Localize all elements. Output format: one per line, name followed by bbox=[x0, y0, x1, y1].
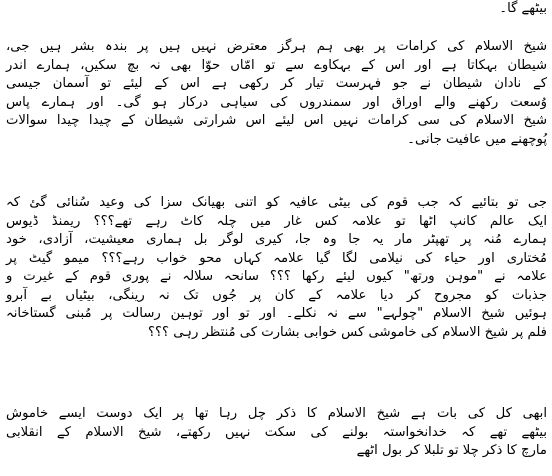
text-line: فلم پر شیخ الاسلام کی خاموشی کس خوابی بشارت کی مُنتظر رہی ؟؟؟ bbox=[148, 324, 547, 340]
text-line: علامہ نے "موہن ورتھ" کیوں لیئے رکھا ؟؟؟ سانحہ سلالہ نے پوری قوم کے غیرت و bbox=[6, 269, 547, 284]
text-line: جذبات کو مجروح کر دیا علامہ کے کان پر جُوں تک نہ رینگی، بیٹیاں بے آبرو bbox=[6, 287, 547, 303]
text-line: ابھی کل کی بات ہے شیخ الاسلام کا ذکر چل رہا تھا پر ایک دوست ایسے خاموش bbox=[6, 406, 547, 421]
text-line: بیٹھے گا۔ bbox=[499, 1, 547, 16]
text-line: ایک عالم کانپ اٹھا تو علامہ کس غار میں چلہ کاٹ رہے تھے؟؟؟ ریمنڈ ڈیوس bbox=[6, 213, 547, 229]
text-line: وُسعت رکھنے والے اوراق اور سمندروں کی سیاہی درکار ہو گی۔ اور ہمارے پاس bbox=[6, 94, 547, 110]
text-line: مارچ کا ذکر چلا تو تلبلا کر بول اٹھے bbox=[356, 443, 547, 458]
paragraph-friend bbox=[6, 405, 547, 461]
text-line: شیطان بہکاتا ہے اور اس کے بہکاوے سے تو امّاں حوّا بھی نہ بچ سکیں، ہمارے اندر bbox=[6, 57, 547, 73]
paragraph-karamat bbox=[6, 38, 547, 149]
text-line: ہوئیں شیخ الاسلام "چولہے" سے نہ نکلے۔ اور تو اور توہین رسالت پر مُبنی گستاخانہ bbox=[6, 306, 547, 321]
text-line: بیٹھے تھے کہ خدانخواستہ بولنے کی سکت نہیں رکھتے، شیخ الاسلام کے انقلابی bbox=[6, 424, 547, 440]
text-line: شیخ الاسلام کی سی کرامات نہیں اس لیئے اس شرارتی شیطان کے چیدا چیدا سوالات bbox=[6, 113, 547, 128]
text-line: ہمارے مُنہ پر تھپٹر مار یہ جا وہ جا، کیری لوگر بل ہماری معیشیت، آزادی، خود bbox=[6, 232, 547, 247]
text-line: جی تو بتائیے کہ جب قوم کی بیٹی عافیہ کو اتنی بھیانک سزا کی وعید سُنائی گئ کہ bbox=[6, 195, 547, 210]
text-line: کے نادان شیطان نے جو فہرست تیار کر رکھی ہے اس کے لیئے تو آسمان جیسی bbox=[6, 76, 547, 91]
paragraph-questions bbox=[6, 194, 547, 342]
text-line: پُوچھنے میں عافیت جانی۔ bbox=[407, 131, 547, 147]
paragraph-intro-end bbox=[6, 0, 547, 19]
text-line: شیخ الاسلام کی کرامات پر بھی ہم ہرگز معترض نہیں ہیں پر بندہ بشر ہیں جی، bbox=[6, 39, 547, 54]
text-line: مُختاری اور حیاء کی نیلامی لگا گیا علامہ کہاں محو خواب رہے؟؟؟ میمو گیٹ پر bbox=[6, 250, 547, 266]
